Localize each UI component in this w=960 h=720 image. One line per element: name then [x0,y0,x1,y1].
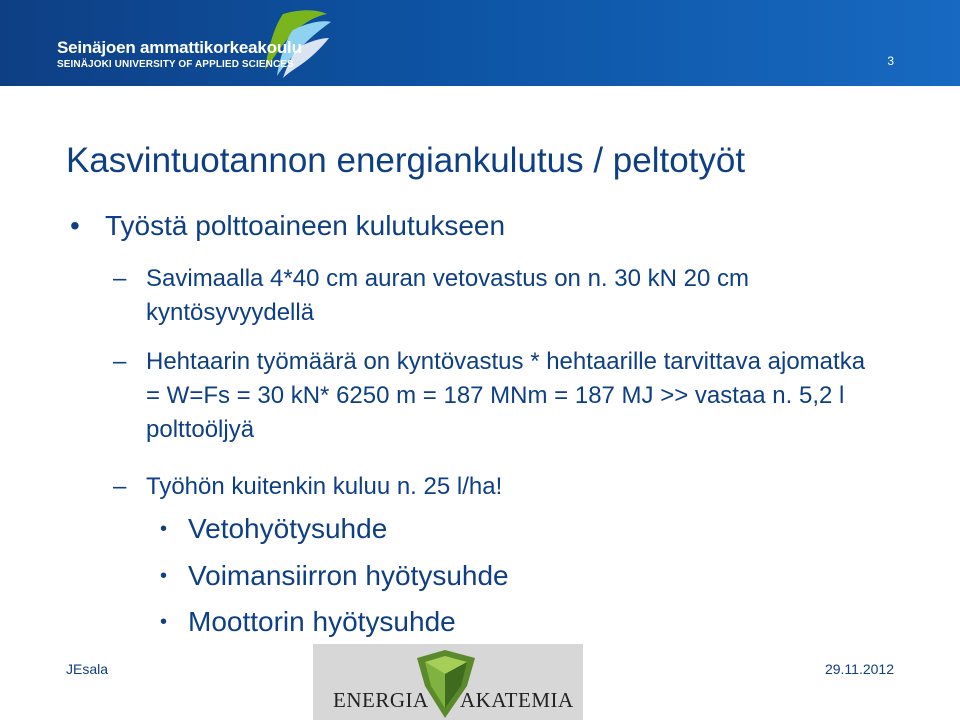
bullet-icon: • [160,611,168,633]
header-bar [0,0,960,86]
bullet-text: Moottorin hyötysuhde [188,606,456,637]
slide-title: Kasvintuotannon energiankulutus / peltotyöt [66,141,746,180]
logo-subtitle: SEINÄJOKI UNIVERSITY OF APPLIED SCIENCES [57,59,294,70]
logo-word-right: AKATEMIA [460,688,574,712]
footer-author: JEsala [66,661,109,677]
bullet-icon: • [70,210,80,241]
bullet-text: Työhön kuitenkin kuluu n. 25 l/ha! [146,473,503,500]
dash-icon: – [113,348,127,375]
bullet-text: Voimansiirron hyötysuhde [188,560,509,591]
dash-icon: – [113,265,127,292]
page-number: 3 [887,54,894,68]
logo-name: Seinäjoen ammattikorkeakoulu [57,38,302,57]
dash-icon: – [113,473,127,500]
bullet-icon: • [160,518,168,540]
seamk-logo-text [57,38,302,72]
energia-akatemia-logo [313,644,583,720]
bullet-text: Savimaalla 4*40 cm auran vetovastus on n. 30 kN 20 cm kyntösyvyydellä [146,265,749,326]
bullet-icon: • [160,565,168,587]
bullet-text: Työstä polttoaineen kulutukseen [105,210,506,241]
footer-date: 29.11.2012 [824,661,894,677]
bullet-text: Hehtaarin työmäärä on kyntövastus * hehtaarille tarvittava ajomatka = W=Fs = 30 kN* 6250 m = 187 MNm = 187 MJ >> vastaa n. 5,2 l polttoöljyä [146,348,866,443]
logo-word-left: ENERGIA [333,688,429,712]
bullet-text: Vetohyötysuhde [188,513,388,544]
